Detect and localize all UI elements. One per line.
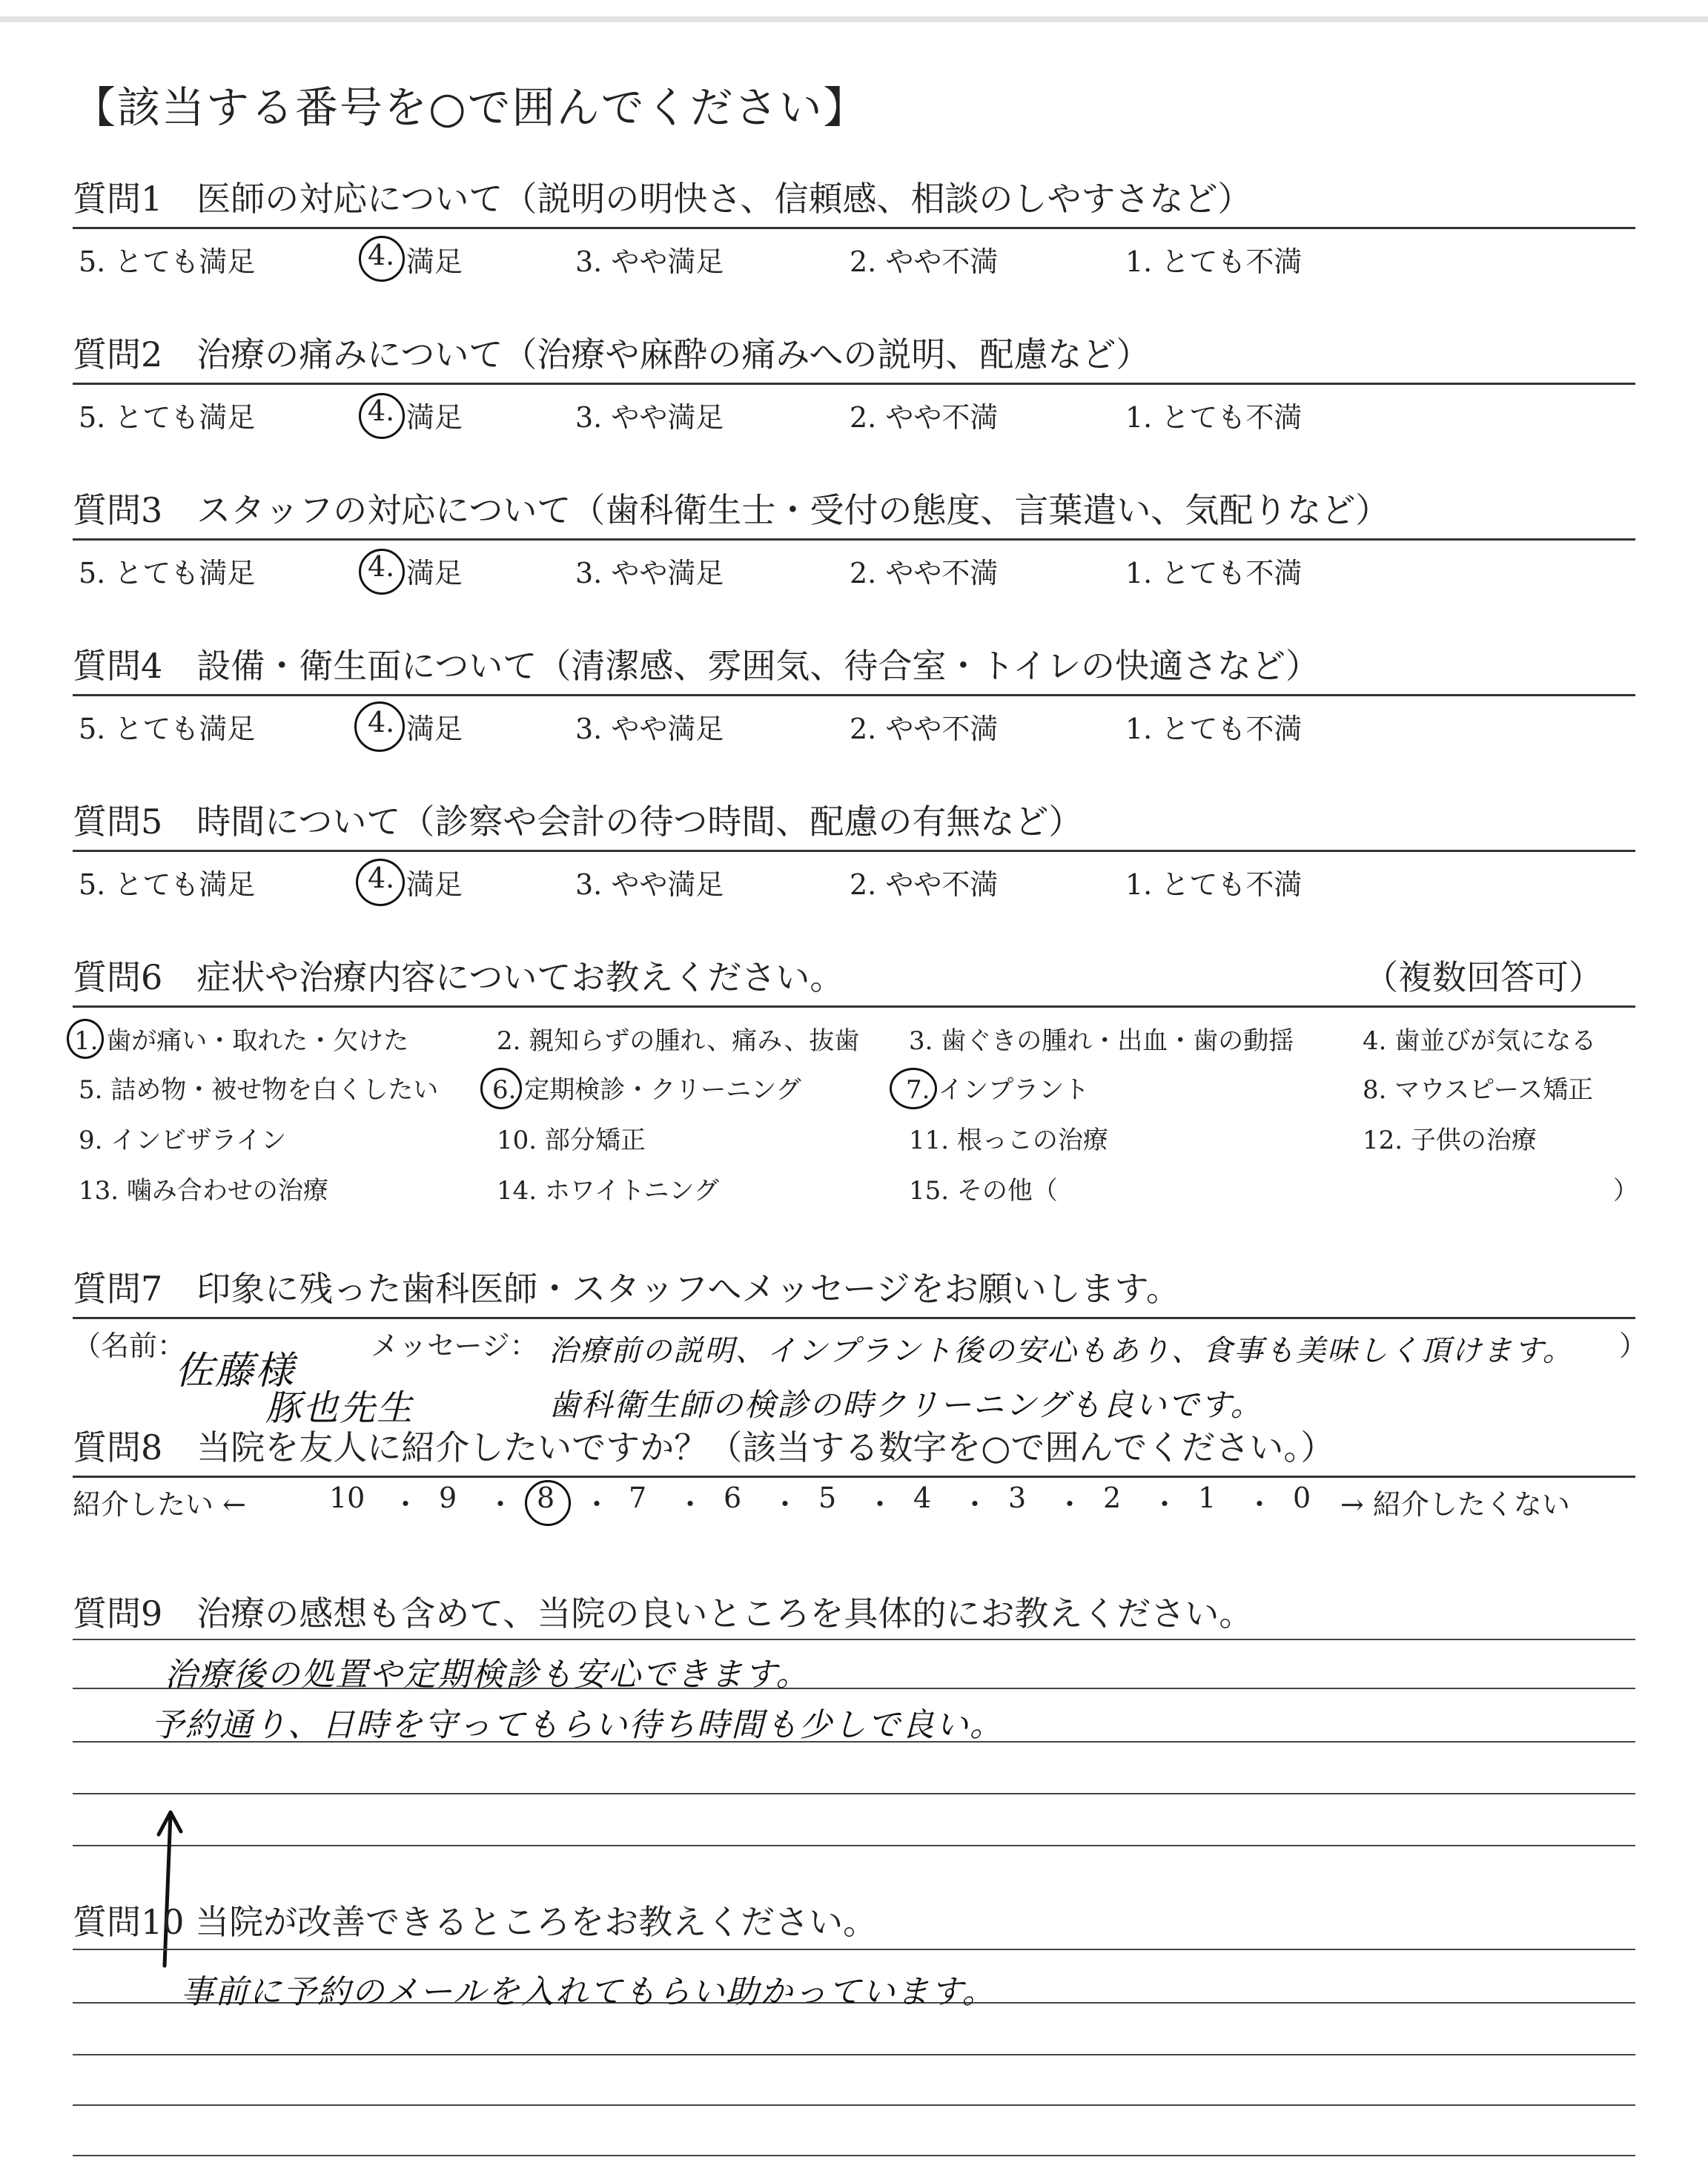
scale-separator: ・ <box>961 1488 990 1521</box>
handwritten-message-2: 歯科衛生師の検診の時クリーニングも良いです。 <box>549 1387 1263 1423</box>
scale-number[interactable]: 5 <box>818 1482 837 1514</box>
question-6-rule <box>73 1005 1635 1008</box>
item-10[interactable]: 10. 部分矯正 <box>497 1126 646 1155</box>
answer-line <box>73 2155 1635 2156</box>
option-2[interactable]: 2. やや不満 <box>850 245 999 278</box>
scale-right-label: → 紹介したくない <box>1340 1488 1570 1521</box>
question-2-rule <box>73 383 1635 385</box>
question-8-title: 質問8 当院を友人に紹介したいですか？（該当する数字を○で囲んでください。） <box>73 1427 1335 1467</box>
scale-number-selected[interactable]: 8 <box>537 1482 555 1514</box>
answer-line <box>73 1639 1635 1640</box>
option-3[interactable]: 3. やや満足 <box>575 245 724 278</box>
option-5[interactable]: 5. とても満足 <box>79 401 256 434</box>
item-2[interactable]: 2. 親知らずの腫れ、痛み、抜歯 <box>497 1026 860 1056</box>
option-2[interactable]: 2. やや不満 <box>850 868 999 901</box>
question-6-note: （複数回答可） <box>1364 957 1603 997</box>
option-4-number[interactable]: 4. <box>368 394 395 427</box>
name-label: （名前： <box>73 1330 186 1362</box>
handwritten-message-1: 治療前の説明、インプラント後の安心もあり、食事も美味しく頂けます。 <box>549 1334 1574 1368</box>
question-5-rule <box>73 850 1635 852</box>
question-4-rule <box>73 694 1635 696</box>
scale-separator: ・ <box>866 1488 895 1521</box>
scan-edge <box>0 16 1708 22</box>
scale-number[interactable]: 10 <box>329 1482 365 1514</box>
option-2[interactable]: 2. やや不満 <box>850 557 999 589</box>
answer-line <box>73 1949 1635 1950</box>
item-1[interactable]: 1. 歯が痛い・取れた・欠けた <box>74 1026 409 1056</box>
scale-separator: ・ <box>1056 1488 1085 1521</box>
option-3[interactable]: 3. やや満足 <box>575 713 724 745</box>
option-4-number[interactable]: 4. <box>368 862 395 894</box>
handwritten-name-2: 豚也先生 <box>265 1387 414 1429</box>
option-3[interactable]: 3. やや満足 <box>575 401 724 434</box>
q10-handwritten-line-1: 事前に予約のメールを入れてもらい助かっています。 <box>181 1973 996 2011</box>
option-1[interactable]: 1. とても不満 <box>1125 557 1302 589</box>
scale-number[interactable]: 4 <box>913 1482 932 1514</box>
question-5-title: 質問5 時間について（診察や会計の待つ時間、配慮の有無など） <box>73 802 1083 842</box>
handwritten-name-1: 佐藤様 <box>175 1349 296 1393</box>
q9-handwritten-line-2: 予約通り、日時を守ってもらい待ち時間も少しで良い。 <box>151 1706 1004 1744</box>
message-label: メッセージ： <box>371 1330 538 1362</box>
option-3[interactable]: 3. やや満足 <box>575 557 724 589</box>
page-header: 【該当する番号を○で囲んでください】 <box>73 82 868 133</box>
option-4-label[interactable]: 満足 <box>406 245 463 278</box>
option-5[interactable]: 5. とても満足 <box>79 245 256 278</box>
option-1[interactable]: 1. とても不満 <box>1125 245 1302 278</box>
scale-number[interactable]: 2 <box>1103 1482 1122 1514</box>
option-4-number[interactable]: 4. <box>368 239 395 271</box>
item-6[interactable]: 6. 定期検診・クリーニング <box>492 1075 801 1105</box>
item-13[interactable]: 13. 噛み合わせの治療 <box>79 1176 328 1206</box>
scale-separator: ・ <box>771 1488 800 1521</box>
question-7-rule <box>73 1317 1635 1319</box>
handwritten-arrow-icon <box>148 1806 193 1969</box>
scale-separator: ・ <box>391 1488 420 1521</box>
option-4-label[interactable]: 満足 <box>406 713 463 745</box>
q9-handwritten-line-1: 治療後の処置や定期検診も安心できます。 <box>165 1656 810 1694</box>
option-4-label[interactable]: 満足 <box>406 557 463 589</box>
option-2[interactable]: 2. やや不満 <box>850 713 999 745</box>
item-3[interactable]: 3. 歯ぐきの腫れ・出血・歯の動揺 <box>909 1026 1294 1056</box>
question-7-title: 質問7 印象に残った歯科医師・スタッフへメッセージをお願いします。 <box>73 1269 1180 1309</box>
scale-left-label: 紹介したい ← <box>73 1488 246 1521</box>
question-2-title: 質問2 治療の痛みについて（治療や麻酔の痛みへの説明、配慮など） <box>73 334 1151 374</box>
answer-line <box>73 2104 1635 2106</box>
item-15[interactable]: 15. その他（ <box>909 1176 1058 1206</box>
item-7[interactable]: 7. インプラント <box>906 1075 1090 1105</box>
item-14[interactable]: 14. ホワイトニング <box>497 1176 719 1206</box>
item-15-close: ） <box>1613 1176 1638 1206</box>
item-4[interactable]: 4. 歯並びが気になる <box>1363 1026 1597 1056</box>
option-3[interactable]: 3. やや満足 <box>575 868 724 901</box>
option-4-label[interactable]: 満足 <box>406 401 463 434</box>
answer-line <box>73 1793 1635 1794</box>
option-5[interactable]: 5. とても満足 <box>79 713 256 745</box>
item-8[interactable]: 8. マウスピース矯正 <box>1363 1075 1594 1105</box>
question-3-rule <box>73 538 1635 541</box>
question-8-rule <box>73 1476 1635 1478</box>
scale-number[interactable]: 3 <box>1008 1482 1027 1514</box>
scale-separator: ・ <box>583 1488 612 1521</box>
option-5[interactable]: 5. とても満足 <box>79 868 256 901</box>
option-1[interactable]: 1. とても不満 <box>1125 868 1302 901</box>
question-9-title: 質問9 治療の感想も含めて、当院の良いところを具体的にお教えください。 <box>73 1593 1254 1634</box>
question-3-title: 質問3 スタッフの対応について（歯科衛生士・受付の態度、言葉遣い、気配りなど） <box>73 490 1390 530</box>
scale-separator: ・ <box>1245 1488 1274 1521</box>
scale-number[interactable]: 6 <box>724 1482 742 1514</box>
item-5[interactable]: 5. 詰め物・被せ物を白くしたい <box>79 1075 439 1105</box>
option-1[interactable]: 1. とても不満 <box>1125 401 1302 434</box>
option-1[interactable]: 1. とても不満 <box>1125 713 1302 745</box>
option-4-number[interactable]: 4. <box>368 706 395 739</box>
scale-separator: ・ <box>676 1488 705 1521</box>
scale-number[interactable]: 0 <box>1293 1482 1311 1514</box>
question-1-rule <box>73 227 1635 229</box>
option-4-label[interactable]: 満足 <box>406 868 463 901</box>
answer-line <box>73 2054 1635 2055</box>
question-4-title: 質問4 設備・衛生面について（清潔感、雰囲気、待合室・トイレの快適さなど） <box>73 646 1320 686</box>
scale-separator: ・ <box>1151 1488 1179 1521</box>
scale-number[interactable]: 9 <box>439 1482 457 1514</box>
option-4-number[interactable]: 4. <box>368 550 395 583</box>
item-9[interactable]: 9. インビザライン <box>79 1126 287 1155</box>
item-11[interactable]: 11. 根っこの治療 <box>909 1126 1108 1155</box>
scale-number[interactable]: 1 <box>1198 1482 1217 1514</box>
option-5[interactable]: 5. とても満足 <box>79 557 256 589</box>
answer-line <box>73 1845 1635 1846</box>
option-2[interactable]: 2. やや不満 <box>850 401 999 434</box>
question-1-title: 質問1 医師の対応について（説明の明快さ、信頼感、相談のしやすさなど） <box>73 179 1252 219</box>
scale-number[interactable]: 7 <box>629 1482 647 1514</box>
question-10-title: 質問10 当院が改善できるところをお教えください。 <box>73 1902 878 1942</box>
scale-separator: ・ <box>486 1488 515 1521</box>
question-6-title: 質問6 症状や治療内容についてお教えください。 <box>73 957 844 997</box>
message-close: ） <box>1619 1330 1648 1362</box>
item-12[interactable]: 12. 子供の治療 <box>1363 1126 1537 1155</box>
